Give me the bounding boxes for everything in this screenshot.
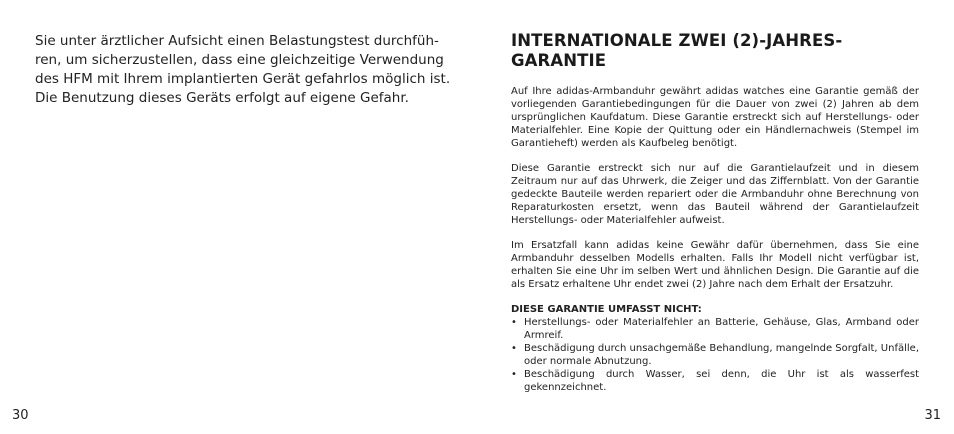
list-item xyxy=(511,368,919,394)
warranty-paragraph-1: Auf Ihre adidas-Armbanduhr gewährt adidas watches eine Garantie gemäß der vorliegenden Garantiebedingungen für die Dauer von zwei (2) Jahren ab dem ursprünglichen Kaufdatum. Diese Garantie erstreckt sich auf Herstellungs- oder Materialfehler. Eine Kopie der Quittung oder ein Händlernachweis (Stempel im Garantieheft) werden als Kaufbeleg benötigt. xyxy=(511,86,919,149)
warranty-paragraph-3: Im Ersatzfall kann adidas keine Gewähr dafür übernehmen, dass Sie eine Armbanduhr desselben Modells erhalten. Falls Ihr Modell nicht verfügbar ist, erhalten Sie eine Uhr im selben Wert und ähnlichen Design. Die Garantie auf die als Ersatz erhaltene Uhr endet zwei (2) Jahre nach dem Erhalt der Ersatzuhr. xyxy=(511,240,919,290)
text-line: Sie unter ärztlicher Aufsicht einen Belastungstest durchfüh- xyxy=(35,33,439,49)
warranty-paragraph-2: Diese Garantie erstreckt sich nur auf die Garantielaufzeit und in diesem Zeitraum nur auf das Uhrwerk, die Zeiger und das Ziffernblatt. Von der Garantie gedeckte Bauteile werden repariert oder die Armbanduhr ohne Berechnung von Reparaturkosten ersetzt, wenn das Bauteil während der Garantielaufzeit Herstellungs- oder Materialfehler aufweist. xyxy=(511,163,919,226)
left-page-text xyxy=(35,32,455,108)
list-item xyxy=(511,316,919,342)
bullet-icon: • xyxy=(511,369,517,380)
list-item-text: Beschädigung durch Wasser, sei denn, die Uhr ist als wasserfest gekennzeichnet. xyxy=(524,369,919,393)
exclusions-list xyxy=(511,316,919,394)
page-number-right: 31 xyxy=(924,408,941,423)
page-number-left: 30 xyxy=(12,408,29,423)
left-page-paragraph xyxy=(35,32,455,108)
warranty-title: INTERNATIONALE ZWEI (2)-JAHRES-GARANTIE xyxy=(511,31,843,70)
bullet-icon: • xyxy=(511,317,517,328)
right-page-content xyxy=(511,31,919,394)
text-line: des HFM mit Ihrem implantierten Gerät gefahrlos möglich ist. xyxy=(35,71,451,87)
text-line: ren, um sicherzustellen, dass eine gleichzeitige Verwendung xyxy=(35,52,444,68)
list-item xyxy=(511,342,919,368)
exclusions-heading: DIESE GARANTIE UMFASST NICHT: xyxy=(511,304,702,315)
list-item-text: Herstellungs- oder Materialfehler an Batterie, Gehäuse, Glas, Armband oder Armreif. xyxy=(524,317,919,341)
bullet-icon: • xyxy=(511,343,517,354)
list-item-text: Beschädigung durch unsachgemäße Behandlung, mangelnde Sorgfalt, Unfälle, oder normale Abnutzung. xyxy=(524,343,919,367)
text-line: Die Benutzung dieses Geräts erfolgt auf eigene Gefahr. xyxy=(35,90,409,106)
